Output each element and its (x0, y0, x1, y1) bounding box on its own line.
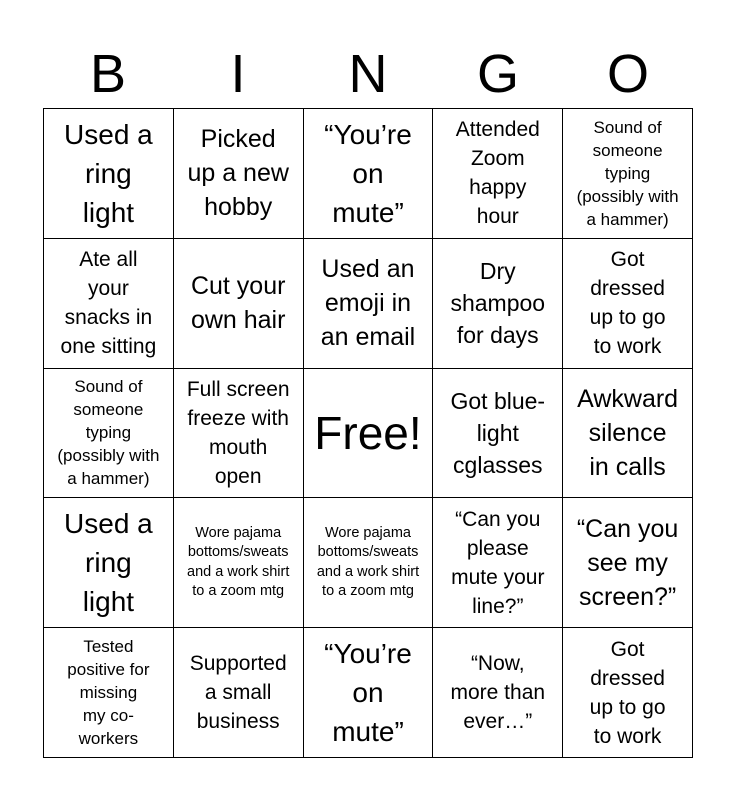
bingo-cell[interactable] (433, 109, 563, 239)
bingo-header (43, 40, 693, 108)
bingo-cell[interactable] (44, 628, 174, 758)
cell-text: Dry shampoo for days (450, 258, 546, 349)
bingo-cell[interactable] (433, 628, 563, 758)
cell-text: Wore pajama bottoms/sweats and a work shirt to a zoom mtg (187, 524, 290, 600)
bingo-cell[interactable] (174, 109, 304, 239)
cell-text: Full screen freeze with mouth open (186, 377, 290, 488)
bingo-cell[interactable] (174, 369, 304, 499)
cell-text: “Can you please mute your line?” (451, 507, 545, 618)
cell-text: Got dressed up to go to work (589, 637, 666, 748)
cell-text: Used a ring light (64, 508, 153, 618)
cell-text: Attended Zoom happy hour (455, 118, 540, 229)
bingo-cell[interactable] (304, 628, 434, 758)
header-letter-n: N (348, 44, 388, 104)
cell-text: Got blue- light cglasses (450, 387, 546, 478)
bingo-cell[interactable] (563, 369, 693, 499)
cell-text: Used an emoji in an email (320, 255, 416, 352)
bingo-cell[interactable] (44, 109, 174, 239)
bingo-cell[interactable] (433, 369, 563, 499)
cell-text: “Now, more than ever…” (450, 652, 546, 734)
header-letter-i: I (230, 44, 246, 104)
bingo-cell[interactable] (563, 239, 693, 369)
cell-text: Awkward silence in calls (577, 384, 679, 481)
cell-text: Wore pajama bottoms/sweats and a work shirt to a zoom mtg (316, 524, 420, 600)
bingo-cell[interactable] (304, 239, 434, 369)
cell-text: Cut your own hair (190, 272, 286, 335)
header-letter-o: O (606, 44, 649, 104)
bingo-cell[interactable] (563, 109, 693, 239)
bingo-cell[interactable] (44, 369, 174, 499)
free-space-cell[interactable] (304, 369, 434, 499)
header-letter-g: G (476, 44, 519, 104)
cell-text: Tested positive for missing my co- workers (67, 637, 150, 749)
bingo-cell[interactable] (563, 628, 693, 758)
cell-text: “You’re on mute” (324, 118, 412, 228)
bingo-cell[interactable] (563, 498, 693, 628)
free-space-text: Free! (314, 406, 422, 459)
bingo-cell[interactable] (174, 239, 304, 369)
bingo-cell[interactable] (304, 498, 434, 628)
cell-text: Sound of someone typing (possibly with a hammer) (57, 377, 160, 489)
cell-text: “Can you see my screen?” (576, 514, 679, 611)
bingo-cell[interactable] (433, 498, 563, 628)
cell-text: Used a ring light (64, 118, 153, 228)
bingo-cell[interactable] (304, 109, 434, 239)
cell-text: Sound of someone typing (possibly with a hammer) (576, 117, 679, 229)
header-letter-b: B (89, 44, 127, 104)
bingo-cell[interactable] (174, 628, 304, 758)
bingo-cell[interactable] (44, 498, 174, 628)
cell-text: Supported a small business (189, 652, 287, 734)
bingo-cell[interactable] (44, 239, 174, 369)
bingo-cell[interactable] (433, 239, 563, 369)
bingo-board (43, 108, 693, 758)
cell-text: “You’re on mute” (324, 638, 412, 748)
cell-text: Ate all your snacks in one sitting (60, 248, 157, 359)
cell-text: Got dressed up to go to work (589, 248, 666, 359)
bingo-cell[interactable] (174, 498, 304, 628)
cell-text: Picked up a new hobby (187, 125, 289, 222)
